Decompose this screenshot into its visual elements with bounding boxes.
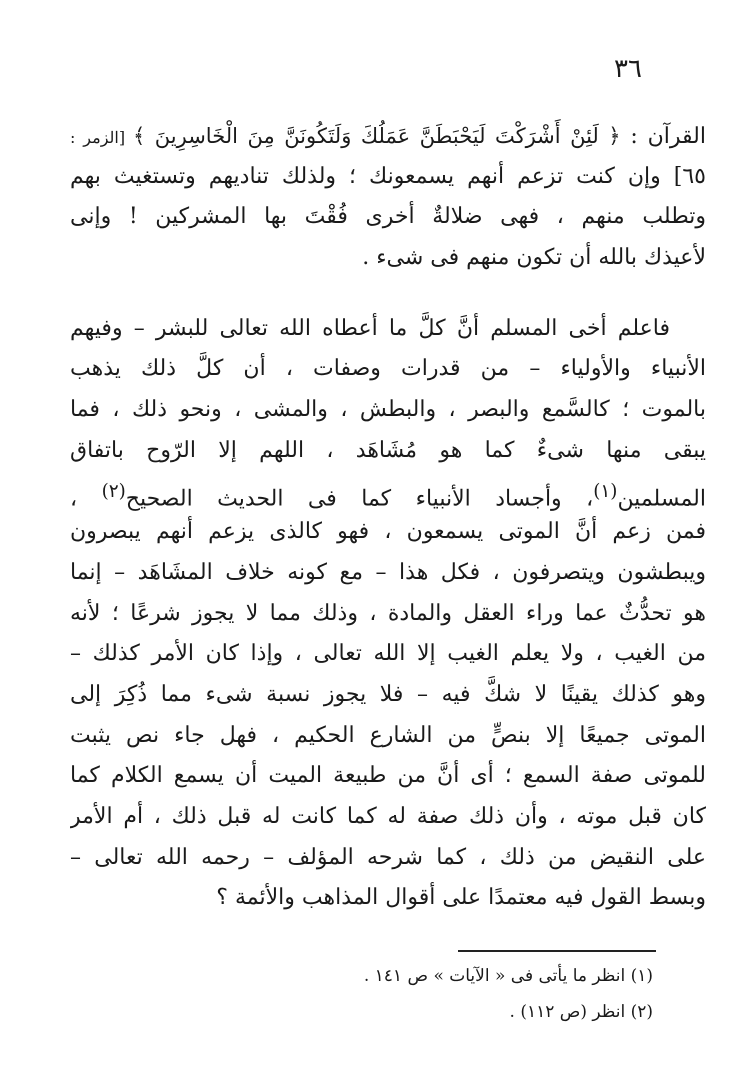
paragraph-gap	[70, 279, 706, 309]
text-line: كان قبل موته ، وأن ذلك صفة له كما كانت له قبل ذلك ، أم الأمر	[70, 804, 706, 829]
text-line: الموتى جميعًا إلا بنصٍّ من الشارع الحكيم ، فهل جاء نص يثبت	[70, 722, 706, 748]
text-line: لأعيذك بالله أن تكون منهم فى شىء .	[362, 245, 706, 271]
page-number: ٣٦	[614, 54, 642, 84]
text-line: ويبطشون ويتصرفون ، فكل هذا – مع كونه خلاف المشَاهَد – إنما	[70, 559, 706, 585]
footnote-1: (١) انظر ما يأتى فى « الآيات » ص ١٤١ .	[363, 966, 653, 986]
text-line: من الغيب ، ولا يعلم الغيب إلا الله تعالى ، وإذا كان الأمر كذلك –	[70, 641, 706, 667]
text-line: وبسط القول فيه معتمدًا على أقوال المذاهب والأئمة ؟	[216, 885, 706, 911]
text-line: وتطلب منهم ، فهى ضلالةٌ أخرى فُقْتَ بها المشركين ! وإنى	[70, 204, 706, 230]
text-line: الأنبياء والأولياء – من قدرات وصفات ، أن كلَّ ذلك يذهب	[70, 356, 706, 382]
text-segment: ، وأجساد الأنبياء كما فى الحديث الصحيح	[125, 485, 594, 511]
text-segment: المسلمين	[617, 485, 706, 511]
text-line: فمن زعم أنَّ الموتى يسمعون ، فهو كالذى يزعم أنهم يبصرون	[70, 519, 706, 545]
quran-verse: ﴿ لَئِنْ أَشْرَكْتَ لَيَحْبَطَنَّ عَمَلُكَ وَلَتَكُونَنَّ مِنَ الْخَاسِرِينَ ﴾	[132, 124, 621, 148]
body-text	[70, 116, 706, 919]
footnotes	[70, 958, 653, 1030]
text-line: ٦٥] وإن كنت تزعم أنهم يسمعونك ؛ ولذلك تناديهم وتستغيث بهم	[70, 163, 706, 189]
footnote-divider	[458, 950, 656, 952]
text-line: بالموت ؛ كالسَّمع والبصر ، والبطش ، والمشى ، ونحو ذلك ، فما	[70, 397, 706, 423]
footnote-2: (٢) انظر (ص ١١٢) .	[509, 1002, 653, 1022]
text-line	[70, 116, 706, 157]
footnote-ref-1: (١)	[593, 480, 618, 502]
text-line: فاعلم أخى المسلم أنَّ كلَّ ما أعطاه الله تعالى للبشر – وفيهم	[70, 315, 670, 341]
text-segment: ،	[70, 485, 102, 511]
text-line	[70, 472, 706, 513]
text-line: للموتى صفة السمع ؛ أى أنَّ من طبيعة الميت أن يسمع الكلام كما	[70, 763, 706, 789]
surah-reference: [الزمر :	[70, 128, 133, 147]
footnote-ref-2: (٢)	[101, 480, 126, 502]
text-line: يبقى منها شىءٌ كما هو مُشَاهَد ، اللهم إلا الرّوح باتفاق	[70, 437, 706, 463]
quran-label: القرآن :	[620, 124, 706, 149]
text-line: هو تحدُّثٌ عما وراء العقل والمادة ، وذلك مما لا يجوز شرعًا ؛ لأنه	[70, 600, 706, 626]
text-line: وهو كذلك يقينًا لا شكَّ فيه – فلا يجوز نسبة شىء مما ذُكِرَ إلى	[70, 681, 706, 707]
text-line: على النقيض من ذلك ، كما شرحه المؤلف – رحمه الله تعالى –	[70, 844, 706, 870]
